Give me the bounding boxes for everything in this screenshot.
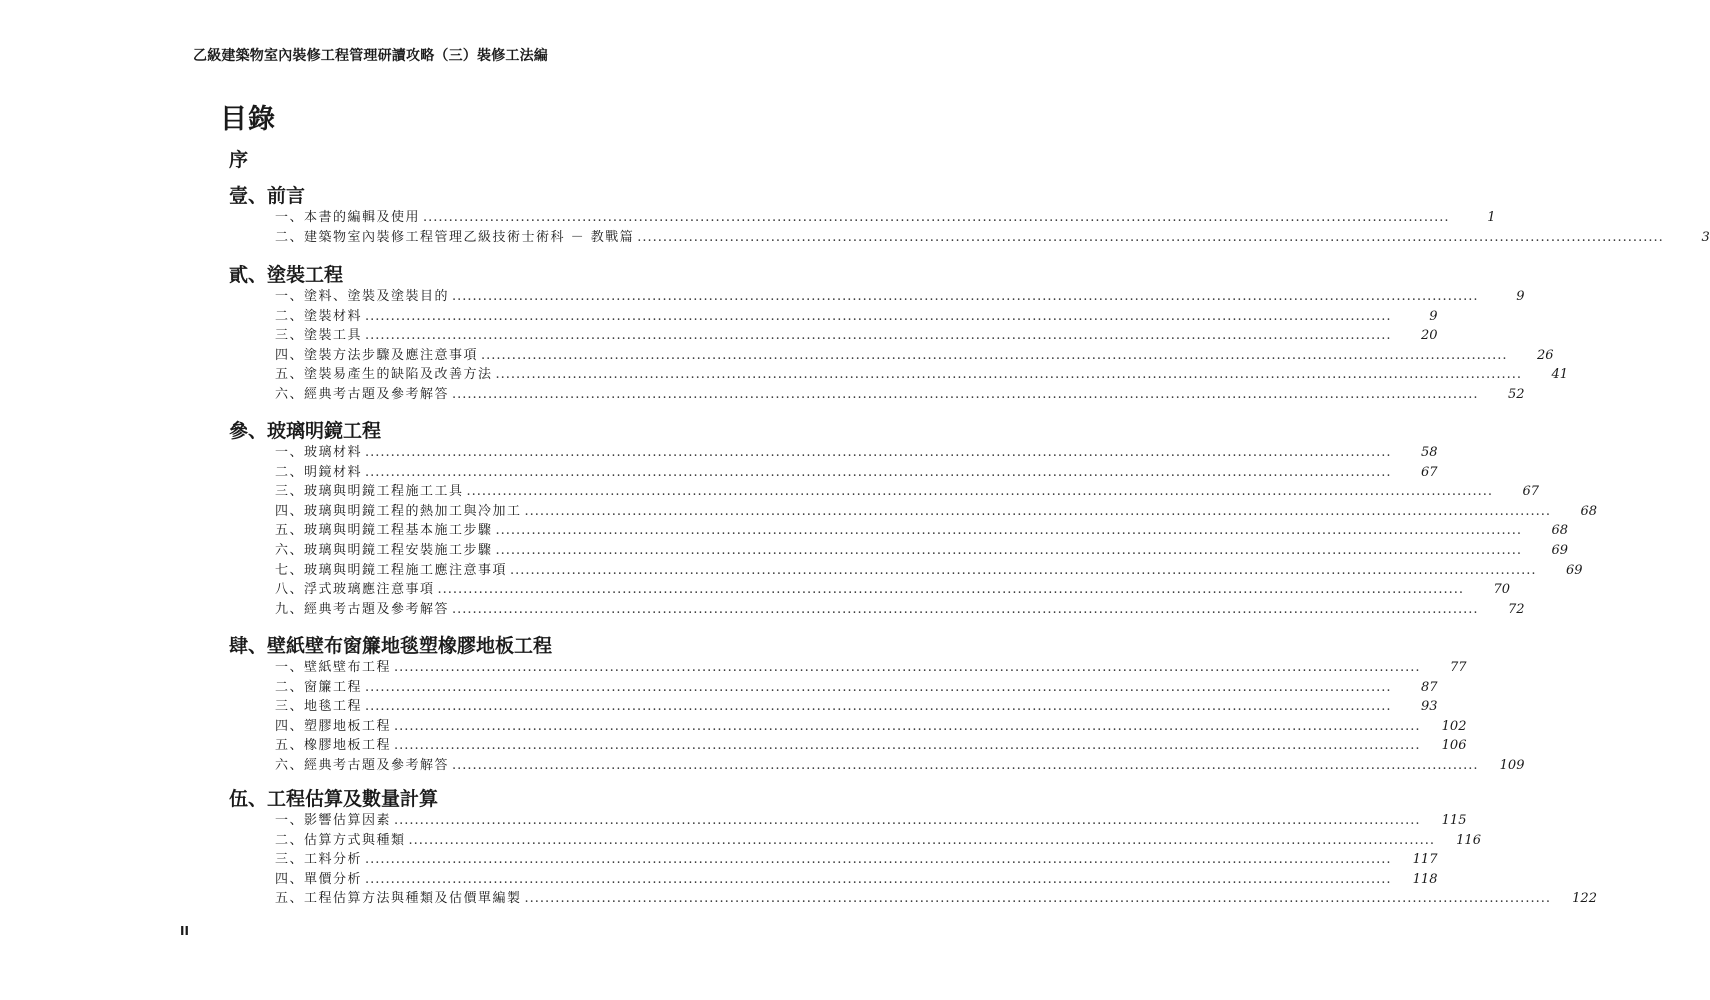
toc-entry-page: 116 bbox=[1456, 832, 1481, 848]
toc-entry-page: 52 bbox=[1507, 387, 1525, 402]
toc-entry-label: 一、本書的編輯及使用 bbox=[275, 210, 421, 225]
toc-entry-label: 二、塗裝材料 bbox=[275, 308, 363, 324]
toc-entry-label: 二、窗簾工程 bbox=[275, 679, 363, 695]
dot-leader: ........................................................................................................................................................................................................ bbox=[365, 871, 1392, 887]
toc-entry-label: 五、工程估算方法與種類及估價單編製 bbox=[275, 891, 522, 907]
dot-leader: ........................................................................................................................................................................................................ bbox=[365, 679, 1392, 695]
dot-leader: ........................................................................................................................................................................................................ bbox=[365, 464, 1392, 480]
dot-leader: ........................................................................................................................................................................................................ bbox=[495, 543, 1522, 558]
toc-entry bbox=[275, 285, 1525, 305]
toc-title: 目錄 bbox=[220, 104, 276, 135]
toc-entry bbox=[275, 500, 1597, 520]
toc-entry bbox=[275, 809, 1467, 829]
toc-entry bbox=[275, 868, 1438, 888]
toc-entry-label: 五、橡膠地板工程 bbox=[275, 738, 392, 754]
dot-leader: ........................................................................................................................................................................................................ bbox=[466, 484, 1493, 500]
toc-entry-page: 67 bbox=[1420, 464, 1438, 480]
toc-entry bbox=[275, 734, 1467, 754]
toc-entry-page: 20 bbox=[1420, 328, 1438, 344]
toc-entry bbox=[275, 598, 1525, 618]
toc-entry bbox=[275, 559, 1583, 579]
toc-entry-label: 二、建築物室內裝修工程管理乙級技術士術科 － 教戰篇 bbox=[275, 229, 635, 245]
toc-entry-page: 67 bbox=[1522, 484, 1539, 500]
toc-entry-label: 三、塗裝工具 bbox=[275, 328, 363, 344]
dot-leader: ........................................................................................................................................................................................................ bbox=[365, 308, 1392, 324]
toc-entry-page: 69 bbox=[1551, 543, 1568, 558]
chapter-heading: 參、玻璃明鏡工程 bbox=[229, 420, 382, 442]
toc-entry-page: 58 bbox=[1420, 445, 1438, 460]
toc-entry bbox=[275, 344, 1554, 364]
toc-entry bbox=[275, 383, 1525, 403]
dot-leader: ........................................................................................................................................................................................................ bbox=[495, 367, 1522, 383]
toc-entry-page: 72 bbox=[1507, 601, 1525, 617]
toc-entry-label: 六、玻璃與明鏡工程安裝施工步驟 bbox=[275, 543, 493, 558]
dot-leader: ........................................................................................................................................................................................................ bbox=[423, 210, 1450, 225]
toc-entry bbox=[275, 887, 1597, 907]
toc-entry bbox=[275, 324, 1438, 344]
toc-entry-label: 四、玻璃與明鏡工程的熱加工與冷加工 bbox=[275, 503, 522, 519]
toc-entry-page: 26 bbox=[1536, 347, 1554, 363]
toc-entry bbox=[275, 441, 1438, 461]
toc-entry-page: 9 bbox=[1429, 308, 1438, 324]
toc-entry-page: 1 bbox=[1487, 210, 1496, 225]
toc-entry-page: 41 bbox=[1551, 367, 1568, 383]
page-number: II bbox=[180, 924, 189, 938]
toc-entry bbox=[275, 656, 1467, 676]
toc-entry-label: 五、塗裝易產生的缺陷及改善方法 bbox=[275, 367, 493, 383]
dot-leader: ........................................................................................................................................................................................................ bbox=[524, 891, 1551, 907]
dot-leader: ........................................................................................................................................................................................................ bbox=[408, 832, 1435, 848]
toc-entry-page: 93 bbox=[1420, 699, 1438, 715]
running-header: 乙級建築物室內裝修工程管理研讀攻略（三）裝修工法編 bbox=[193, 48, 548, 64]
toc-entry-label: 九、經典考古題及參考解答 bbox=[275, 601, 450, 617]
toc-entry bbox=[275, 715, 1467, 735]
toc-entry-page: 68 bbox=[1551, 523, 1568, 539]
toc-entry-page: 3 bbox=[1701, 229, 1710, 245]
toc-entry-page: 118 bbox=[1412, 871, 1438, 887]
toc-entry bbox=[275, 695, 1438, 715]
toc-entry bbox=[275, 829, 1481, 849]
toc-entry-page: 106 bbox=[1441, 738, 1467, 754]
dot-leader: ........................................................................................................................................................................................................ bbox=[437, 582, 1464, 598]
toc-entry bbox=[275, 206, 1496, 226]
toc-entry-page: 87 bbox=[1420, 679, 1438, 695]
toc-entry-label: 二、估算方式與種類 bbox=[275, 832, 406, 848]
chapter-heading: 肆、壁紙壁布窗簾地毯塑橡膠地板工程 bbox=[229, 635, 553, 657]
toc-entry-page: 109 bbox=[1499, 758, 1525, 773]
dot-leader: ........................................................................................................................................................................................................ bbox=[495, 523, 1522, 539]
toc-entry-page: 115 bbox=[1441, 813, 1467, 828]
chapter-heading: 貳、塗裝工程 bbox=[229, 264, 344, 286]
toc-entry-page: 117 bbox=[1412, 852, 1438, 868]
toc-entry-page: 68 bbox=[1580, 503, 1597, 519]
dot-leader: ........................................................................................................................................................................................................ bbox=[394, 718, 1421, 734]
toc-entry bbox=[275, 480, 1539, 500]
toc-entry-label: 三、玻璃與明鏡工程施工工具 bbox=[275, 484, 464, 500]
toc-entry-page: 77 bbox=[1449, 660, 1467, 675]
chapter-heading: 壹、前言 bbox=[229, 185, 306, 207]
toc-entry-page: 102 bbox=[1441, 718, 1467, 734]
dot-leader: ........................................................................................................................................................................................................ bbox=[365, 699, 1392, 715]
toc-entry-page: 9 bbox=[1516, 289, 1525, 304]
toc-entry bbox=[275, 848, 1438, 868]
preface-heading: 序 bbox=[229, 149, 249, 171]
toc-entry-label: 二、明鏡材料 bbox=[275, 464, 363, 480]
toc-entry-label: 八、浮式玻璃應注意事項 bbox=[275, 582, 435, 598]
toc-entry-label: 一、塗料、塗裝及塗裝目的 bbox=[275, 289, 450, 304]
dot-leader: ........................................................................................................................................................................................................ bbox=[510, 562, 1537, 578]
toc-entry-label: 一、影響估算因素 bbox=[275, 813, 392, 828]
chapter-heading: 伍、工程估算及數量計算 bbox=[229, 788, 439, 810]
toc-entry-label: 四、塗裝方法步驟及應注意事項 bbox=[275, 347, 479, 363]
dot-leader: ........................................................................................................................................................................................................ bbox=[452, 289, 1479, 304]
dot-leader: ........................................................................................................................................................................................................ bbox=[452, 758, 1479, 773]
toc-entry-label: 三、工料分析 bbox=[275, 852, 363, 868]
toc-entry-label: 六、經典考古題及參考解答 bbox=[275, 758, 450, 773]
toc-entry-page: 70 bbox=[1493, 582, 1510, 598]
dot-leader: ........................................................................................................................................................................................................ bbox=[365, 852, 1392, 868]
toc-entry bbox=[275, 363, 1568, 383]
toc-entry-label: 一、玻璃材料 bbox=[275, 445, 363, 460]
toc-entry-page: 122 bbox=[1572, 891, 1597, 907]
dot-leader: ........................................................................................................................................................................................................ bbox=[637, 229, 1664, 245]
dot-leader: ........................................................................................................................................................................................................ bbox=[365, 445, 1392, 460]
toc-entry-label: 五、玻璃與明鏡工程基本施工步驟 bbox=[275, 523, 493, 539]
toc-entry-label: 七、玻璃與明鏡工程施工應注意事項 bbox=[275, 562, 508, 578]
dot-leader: ........................................................................................................................................................................................................ bbox=[394, 738, 1421, 754]
toc-entry-page: 69 bbox=[1565, 562, 1583, 578]
toc-entry-label: 四、塑膠地板工程 bbox=[275, 718, 392, 734]
dot-leader: ........................................................................................................................................................................................................ bbox=[452, 601, 1479, 617]
dot-leader: ........................................................................................................................................................................................................ bbox=[524, 503, 1551, 519]
toc-entry bbox=[275, 578, 1510, 598]
toc-entry bbox=[275, 226, 1710, 246]
dot-leader: ........................................................................................................................................................................................................ bbox=[452, 387, 1479, 402]
toc-entry bbox=[275, 305, 1438, 325]
dot-leader: ........................................................................................................................................................................................................ bbox=[394, 813, 1421, 828]
dot-leader: ........................................................................................................................................................................................................ bbox=[481, 347, 1508, 363]
toc-entry bbox=[275, 754, 1525, 774]
toc-entry bbox=[275, 539, 1568, 559]
toc-entry bbox=[275, 461, 1438, 481]
toc-entry bbox=[275, 676, 1438, 696]
toc-entry-label: 三、地毯工程 bbox=[275, 699, 363, 715]
dot-leader: ........................................................................................................................................................................................................ bbox=[394, 660, 1421, 675]
toc-entry-label: 六、經典考古題及參考解答 bbox=[275, 387, 450, 402]
dot-leader: ........................................................................................................................................................................................................ bbox=[365, 328, 1392, 344]
toc-entry bbox=[275, 519, 1568, 539]
toc-entry-label: 一、壁紙壁布工程 bbox=[275, 660, 392, 675]
toc-entry-label: 四、單價分析 bbox=[275, 871, 363, 887]
